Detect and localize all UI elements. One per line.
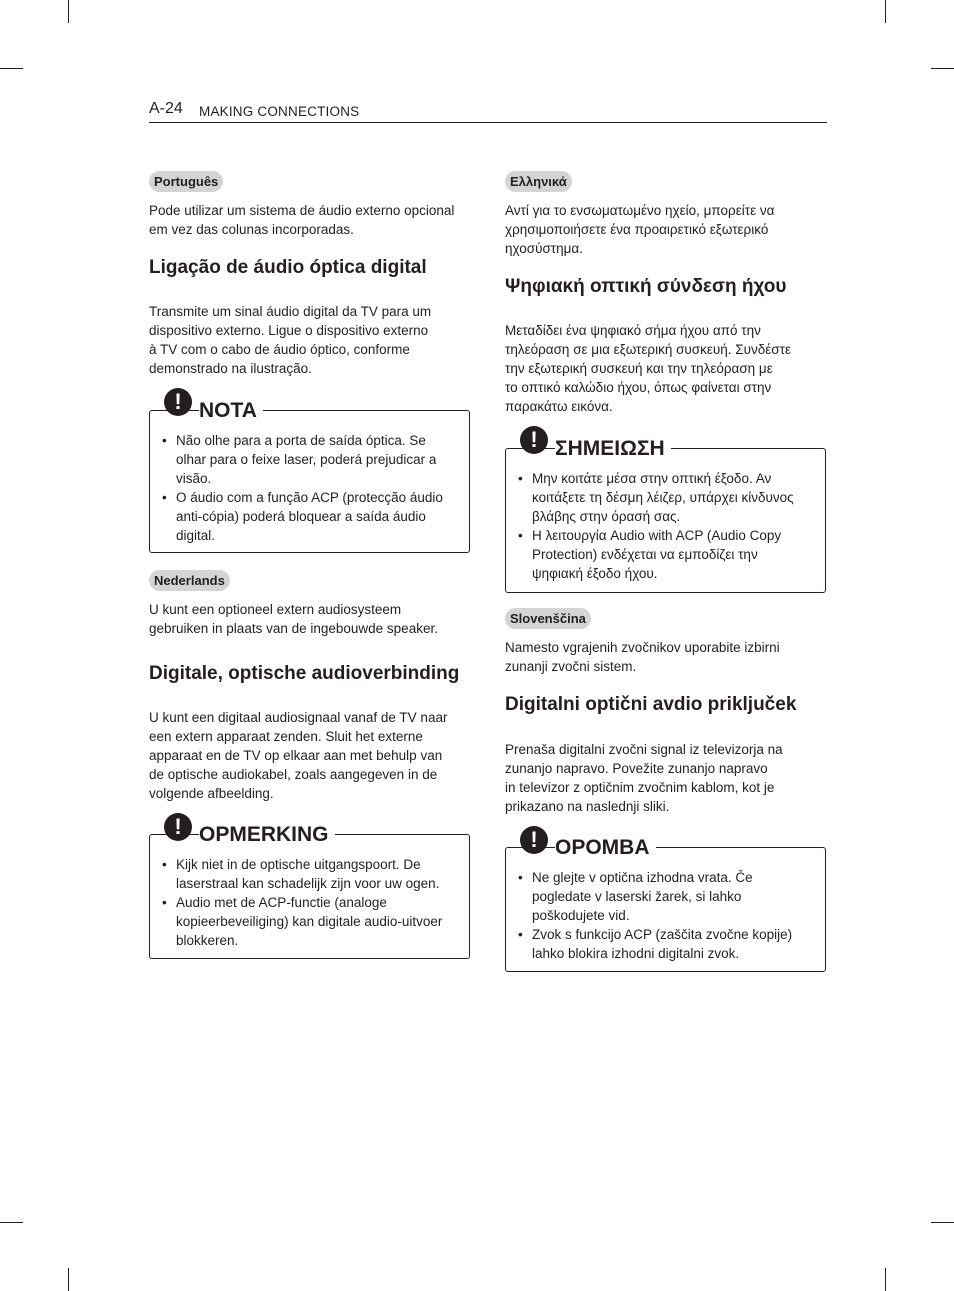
intro-text-dutch: U kunt een optioneel extern audiosysteem gebruiken in plaats van de ingebouwde speaker. bbox=[149, 602, 438, 636]
note-text: Η λειτουργία Audio with ACP (Audio Copy Protection) ενδέχεται να εμποδίζει την ψηφιακή έξοδο ήχου. bbox=[532, 528, 782, 581]
crop-mark bbox=[931, 68, 954, 69]
list-item bbox=[162, 855, 462, 893]
list-item bbox=[162, 893, 462, 950]
list-item bbox=[162, 488, 462, 545]
intro-text-slovenian: Namesto vgrajenih zvočnikov uporabite izbirni zunanji zvočni sistem. bbox=[505, 640, 780, 674]
crop-mark bbox=[68, 0, 69, 23]
bullet: • bbox=[162, 490, 167, 505]
list-item bbox=[518, 526, 818, 583]
list-item bbox=[518, 469, 818, 526]
heading-dutch: Digitale, optische audioverbinding bbox=[149, 663, 460, 684]
language-tag-portuguese: Português bbox=[149, 171, 223, 192]
note-text: Ne glejte v optična izhodna vrata. Če pogledate v laserski žarek, si lahko poškodujete vid. bbox=[532, 870, 753, 923]
intro-text-greek: Αντί για το ενσωματωμένο ηχείο, μπορείτε να χρησιμοποιήσετε ένα προαιρετικό εξωτερικό ηχοσύστημα. bbox=[505, 203, 775, 256]
crop-mark bbox=[885, 0, 886, 23]
heading-slovenian: Digitalni optični avdio priključek bbox=[505, 694, 797, 715]
page-header bbox=[149, 98, 827, 123]
language-tag-dutch: Nederlands bbox=[149, 570, 230, 591]
bullet: • bbox=[162, 895, 167, 910]
note-list bbox=[162, 431, 462, 545]
list-item bbox=[162, 431, 462, 488]
exclamation-icon: ! bbox=[164, 813, 192, 841]
crop-mark bbox=[68, 1268, 69, 1291]
note-text: Kijk niet in de optische uitgangspoort. De laserstraal kan schadelijk zijn voor uw ogen. bbox=[176, 857, 440, 891]
crop-mark bbox=[0, 1222, 23, 1223]
language-tag-greek: Ελληνικά bbox=[505, 171, 572, 192]
exclamation-icon: ! bbox=[520, 426, 548, 454]
page-number: A-24 bbox=[149, 100, 183, 117]
note-text: Audio met de ACP-functie (analoge kopieerbeveiliging) kan digitale audio-uitvoer blokkeren. bbox=[176, 895, 443, 948]
note-list bbox=[518, 469, 818, 583]
bullet: • bbox=[162, 857, 167, 872]
body-text-greek: Μεταδίδει ένα ψηφιακό σήμα ήχου από την τηλεόραση σε μια εξωτερική συσκευή. Συνδέστε την εξωτερική συσκευή και την τηλεόραση με το οπτικό καλώδιο ήχου, όπως φαίνεται στην παρακάτω εικόνα. bbox=[505, 323, 791, 414]
note-list bbox=[162, 855, 462, 950]
section-title: MAKING CONNECTIONS bbox=[199, 104, 360, 119]
exclamation-icon: ! bbox=[520, 826, 548, 854]
bullet: • bbox=[162, 433, 167, 448]
language-tag-slovenian: Slovenščina bbox=[505, 608, 591, 629]
note-title: ΣΗΜΕΙΩΣΗ bbox=[555, 436, 671, 462]
list-item bbox=[518, 925, 818, 963]
note-title: OPOMBA bbox=[555, 835, 656, 861]
heading-greek: Ψηφιακή οπτική σύνδεση ήχου bbox=[505, 276, 787, 297]
note-text: Zvok s funkcijo ACP (zaščita zvočne kopije) lahko blokira izhodni digitalni zvok. bbox=[532, 927, 793, 961]
crop-mark bbox=[0, 68, 23, 69]
crop-mark bbox=[931, 1222, 954, 1223]
note-text: O áudio com a função ACP (protecção áudio anti-cópia) poderá bloquear a saída áudio digital. bbox=[176, 490, 443, 543]
note-text: Não olhe para a porta de saída óptica. Se olhar para o feixe laser, poderá prejudicar a visão. bbox=[176, 433, 437, 486]
body-text-portuguese: Transmite um sinal áudio digital da TV para um dispositivo externo. Ligue o dispositivo externo à TV com o cabo de áudio óptico, conforme demonstrado na ilustração. bbox=[149, 304, 432, 376]
bullet: • bbox=[518, 471, 523, 486]
list-item bbox=[518, 868, 818, 925]
bullet: • bbox=[518, 927, 523, 942]
crop-mark bbox=[885, 1268, 886, 1291]
heading-portuguese: Ligação de áudio óptica digital bbox=[149, 257, 427, 278]
body-text-slovenian: Prenaša digitalni zvočni signal iz televizorja na zunanjo napravo. Povežite zunanjo napravo in televizor z optičnim zvočnim kablom, kot je prikazano na naslednji sliki. bbox=[505, 742, 783, 814]
note-text: Μην κοιτάτε μέσα στην οπτική έξοδο. Αν κοιτάξετε τη δέσμη λέιζερ, υπάρχει κίνδυνος βλάβης στην όρασή σας. bbox=[532, 471, 794, 524]
note-list bbox=[518, 868, 818, 963]
intro-text-portuguese: Pode utilizar um sistema de áudio externo opcional em vez das colunas incorporadas. bbox=[149, 203, 455, 237]
bullet: • bbox=[518, 528, 523, 543]
exclamation-icon: ! bbox=[164, 388, 192, 416]
note-title: OPMERKING bbox=[199, 822, 335, 848]
bullet: • bbox=[518, 870, 523, 885]
body-text-dutch: U kunt een digitaal audiosignaal vanaf de TV naar een extern apparaat zenden. Sluit het externe apparaat en de TV op elkaar aan met behulp van de optische audiokabel, zoals aangegeven in de volgende afbeelding. bbox=[149, 710, 448, 801]
note-title: NOTA bbox=[199, 398, 263, 424]
